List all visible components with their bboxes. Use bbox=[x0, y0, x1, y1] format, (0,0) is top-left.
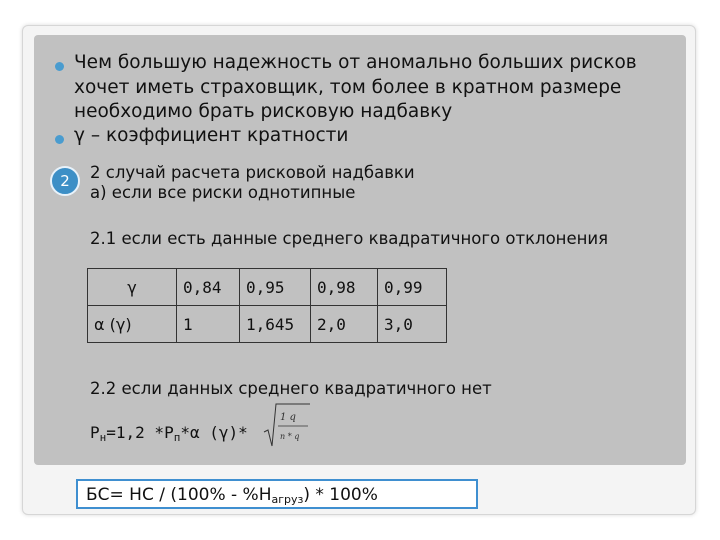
bs-formula-part: ) * 100% bbox=[303, 485, 378, 505]
table-cell: 0,84 bbox=[177, 269, 240, 306]
table-cell: 2,0 bbox=[311, 306, 378, 343]
table-cell: 0,98 bbox=[311, 269, 378, 306]
bs-formula-box bbox=[76, 479, 478, 509]
bs-formula-part: БС= НС / (100% - %Н bbox=[86, 485, 272, 505]
fraction-numerator: 1 q bbox=[280, 412, 296, 423]
formula-subscript: н bbox=[99, 431, 107, 444]
bullet-2-text: γ – коэффициент кратности bbox=[74, 125, 349, 146]
table-header-cell: γ bbox=[88, 269, 177, 306]
table-cell: 1,645 bbox=[240, 306, 311, 343]
table-cell: 1 bbox=[177, 306, 240, 343]
step-number-badge: 2 bbox=[50, 166, 80, 196]
formula-part: *α (γ)* bbox=[180, 423, 248, 442]
bullet-dot-icon bbox=[55, 62, 64, 71]
section-2-1-heading: 2.1 если есть данные среднего квадратичного отклонения bbox=[90, 229, 609, 248]
bullet-1-line-3: необходимо брать рисковую надбавку bbox=[74, 101, 453, 122]
table-row bbox=[88, 269, 447, 306]
case-title-line: 2 случай расчета рисковой надбавки bbox=[90, 163, 415, 182]
table-cell: 0,99 bbox=[378, 269, 447, 306]
bullet-1-line-1: Чем большую надежность от аномально больших рисков bbox=[74, 52, 637, 73]
case-subtitle-line: а) если все риски однотипные bbox=[90, 183, 356, 202]
fraction-denominator: n * q bbox=[280, 432, 300, 441]
formula-part: P bbox=[90, 423, 100, 442]
bullet-dot-icon bbox=[55, 135, 64, 144]
bullet-1-text bbox=[74, 51, 637, 125]
section-2-2-heading: 2.2 если данных среднего квадратичного нет bbox=[90, 379, 492, 398]
bullet-1-line-2: хочет иметь страховщик, том более в кратном размере bbox=[74, 76, 622, 98]
case-title bbox=[90, 163, 415, 203]
table-header-cell: α (γ) bbox=[88, 306, 177, 343]
bs-formula-subscript: агруз bbox=[271, 493, 304, 506]
coefficient-table bbox=[87, 268, 447, 343]
table-cell: 3,0 bbox=[378, 306, 447, 343]
sqrt-fraction-formula bbox=[262, 402, 312, 448]
table-row bbox=[88, 306, 447, 343]
formula-subscript: п bbox=[173, 431, 181, 444]
formula-part: =1,2 *P bbox=[106, 423, 174, 442]
table-cell: 0,95 bbox=[240, 269, 311, 306]
formula-line bbox=[90, 423, 248, 448]
